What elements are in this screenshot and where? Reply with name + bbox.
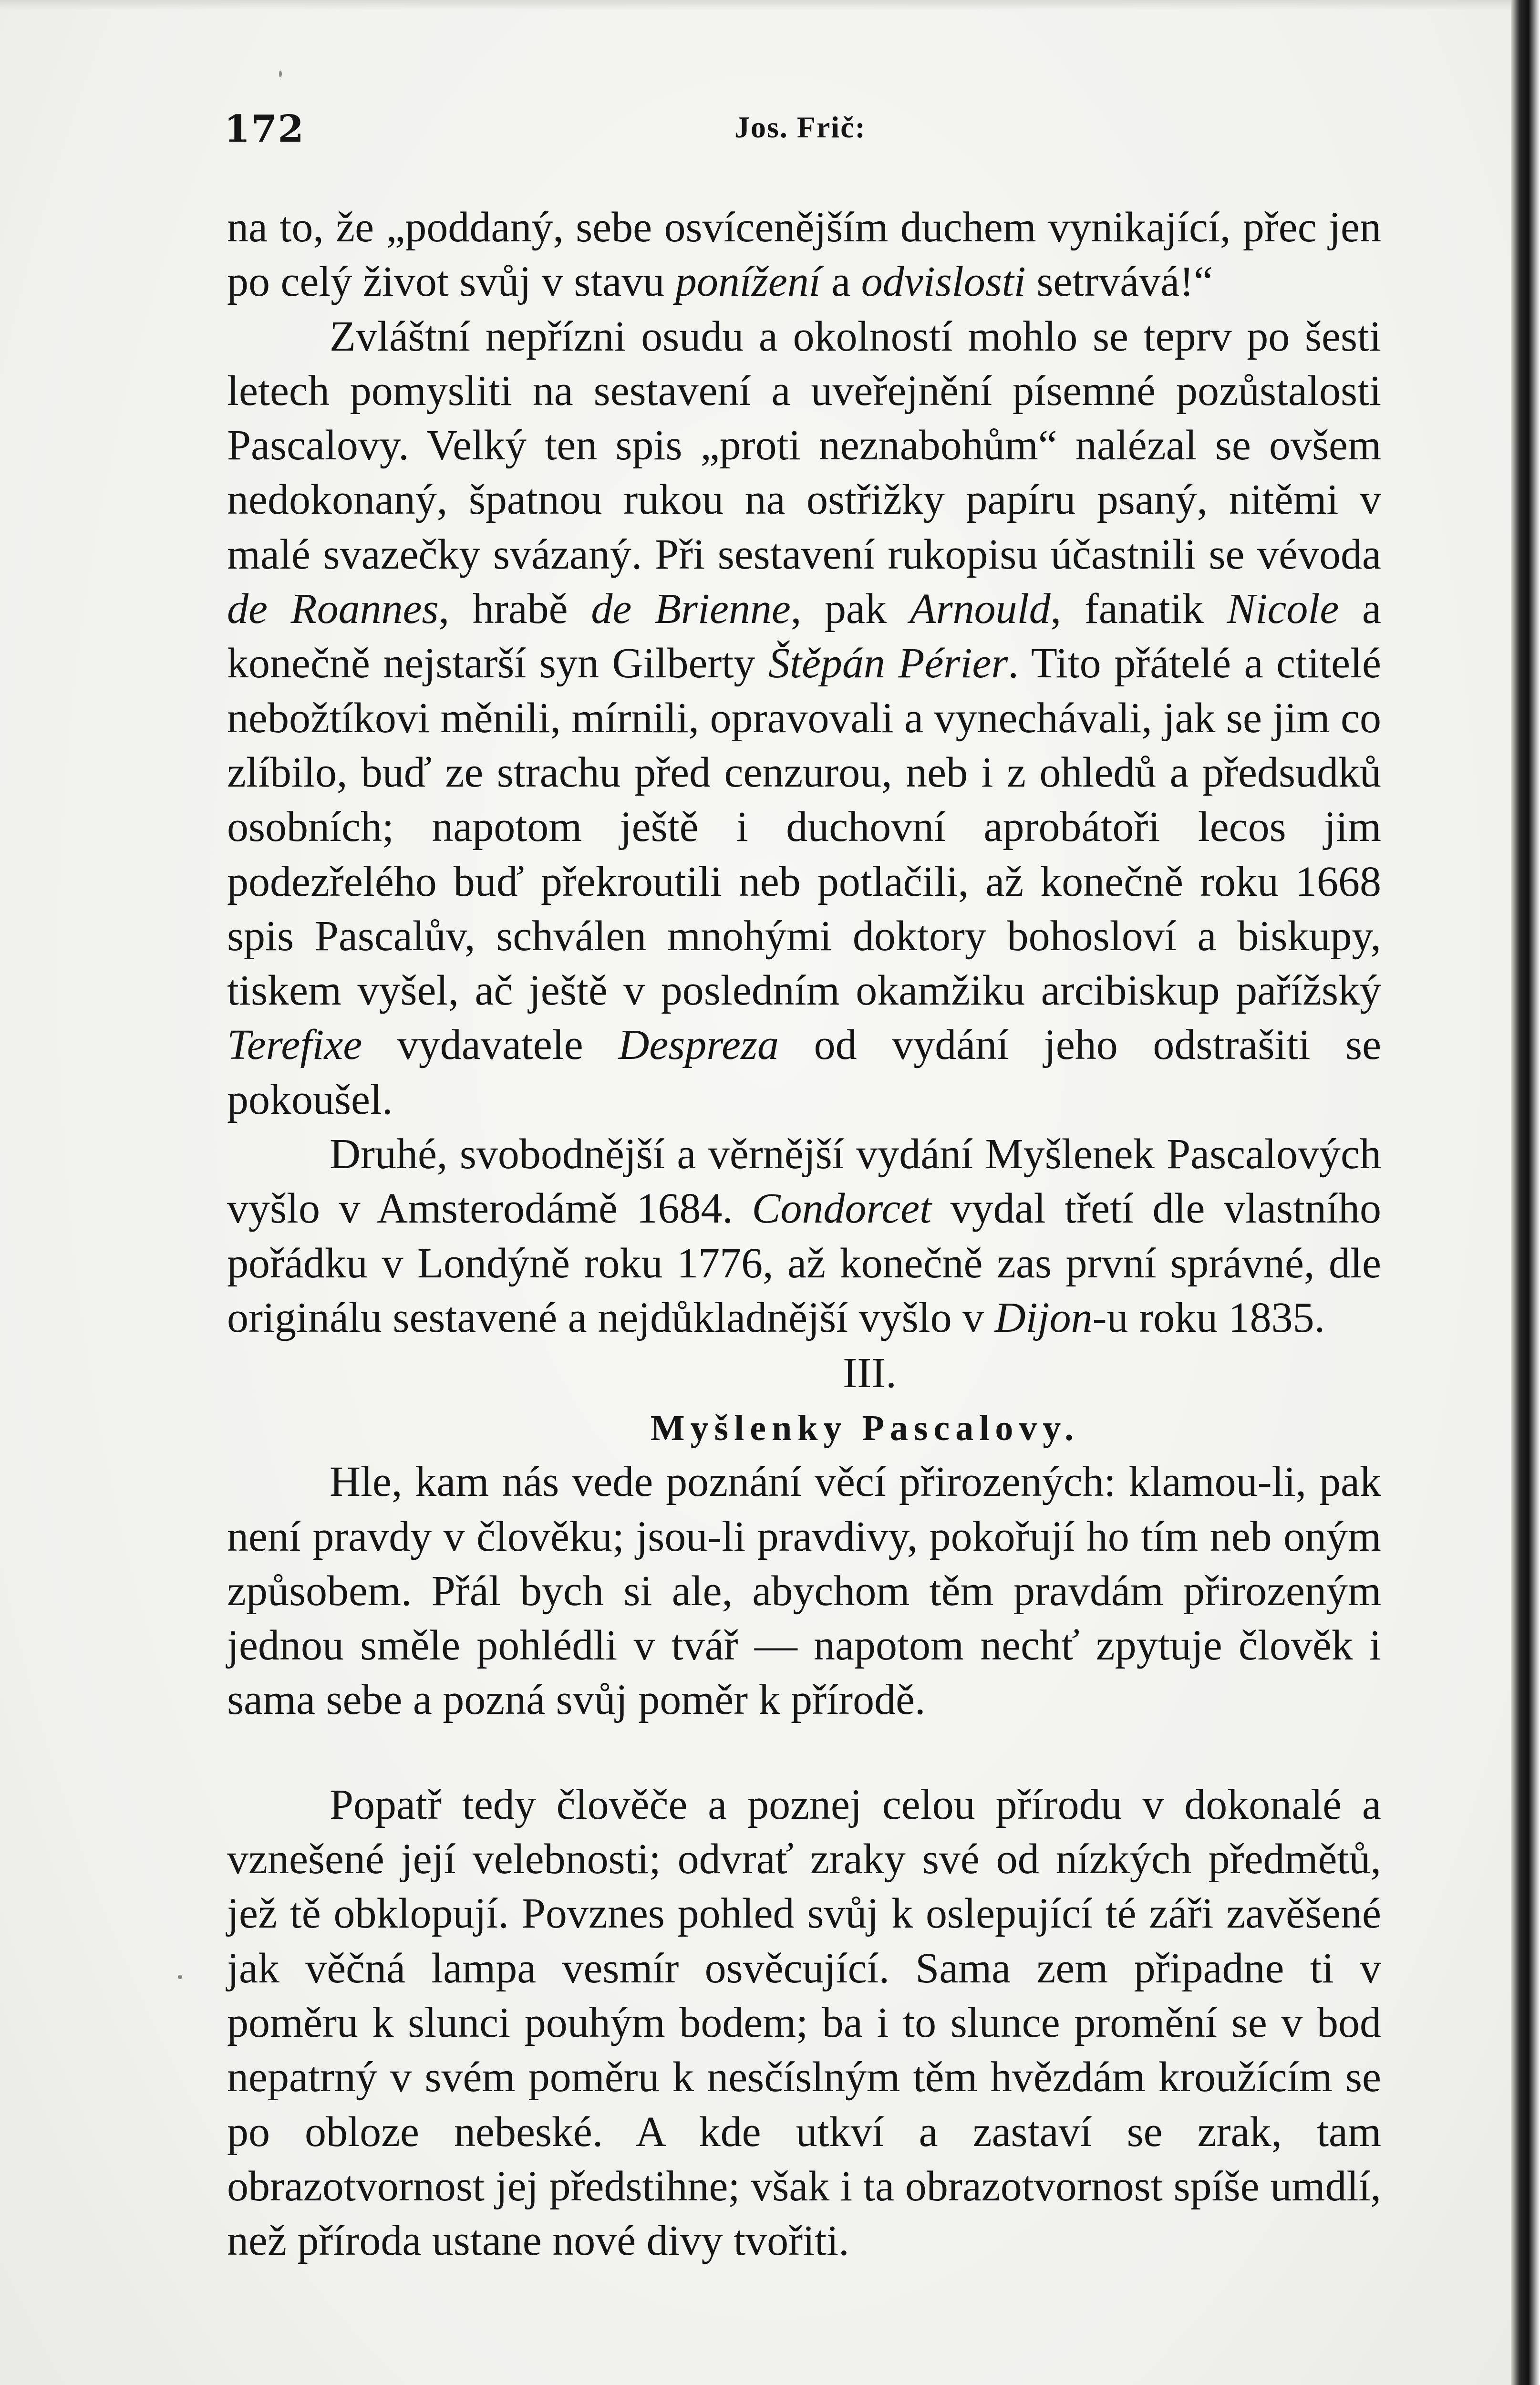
italic-name: Despreza [618, 1021, 779, 1069]
paragraph-2 [227, 310, 1381, 1127]
running-head: Jos. Frič: [734, 110, 866, 144]
text-run: na to, že „poddaný, sebe osvícenějším duchem vynikající, přec jen po celý život svůj v stavu [227, 204, 1381, 306]
italic-term: ponížení [675, 258, 821, 306]
text-run: setrvává!“ [1025, 258, 1213, 306]
italic-name: Dijon [994, 1294, 1093, 1341]
page-header [224, 100, 1393, 172]
paper-speck [178, 1975, 182, 1979]
text-run: a [820, 258, 861, 306]
text-run: . Tito přátelé a ctitelé nebožtíkovi měnili, mírnili, opravovali a vynechávali, jak se jim co zlíbilo, buď ze strachu před cenzurou, neb i z ohledů a předsudků osobních; napotom ještě i duchovní aprobátoři lecos jim podezřelého buď překroutili neb potlačili, až konečně roku 1668 spis Pascalův, schválen mnohými doktory bohosloví a biskupy, tiskem vyšel, ač ještě v posledním okamžiku arcibiskup pařížský [227, 640, 1381, 1015]
section-title: Myšlenky Pascalovy. [650, 1408, 1080, 1449]
text-run: , pak [790, 585, 910, 633]
italic-name: Štěpán Périer [768, 640, 1008, 687]
paragraph-1 [227, 200, 1381, 310]
italic-term: odvislosti [861, 258, 1026, 306]
paper-speck [279, 71, 282, 77]
paragraph-3 [227, 1127, 1381, 1345]
italic-name: Nicole [1227, 585, 1339, 633]
page-binding-edge [1511, 0, 1540, 2385]
text-run: Druhé, svobodnější a věrnější vydání Myšlenek Pascalových vyšlo v Amsterodámě 1684. [227, 1130, 1381, 1233]
text-run: -u roku 1835. [1092, 1294, 1325, 1341]
paragraph-5: Popatř tedy člověče a poznej celou přírodu v dokonalé a vznešené její velebnosti; odvrať zraky své od nízkých předmětů, jež tě obklopují. Povznes pohled svůj k oslepující té záři zavěšené jak věčná lampa vesmír osvěcující. Sama zem připadne ti v poměru k slunci pouhým bodem; ba i to slunce promění se v bod nepatrný v svém poměru k nesčíslným těm hvězdám kroužícím se po obloze nebeské. A kde utkví a zastaví se zrak, tam obrazotvornost jej předstihne; však i ta obrazotvornost spíše umdlí, než příroda ustane nové divy tvořiti. [227, 1781, 1381, 2265]
text-run: Zvláštní nepřízni osudu a okolností mohlo se teprv po šesti letech pomysliti na sestavení a uveřejnění písemné pozůstalosti Pascalovy. Velký ten spis „proti neznabohům“ nalézal se ovšem nedokonaný, špatnou rukou na ostřižky papíru psaný, nitěmi v malé svazečky svázaný. Při sestavení rukopisu účastnili se vévoda [227, 312, 1381, 578]
text-run: , fanatik [1050, 585, 1227, 633]
text-run: vydavatele [362, 1021, 619, 1069]
italic-name: Arnould [910, 585, 1051, 633]
italic-name: Condorcet [752, 1185, 932, 1233]
paragraph-4: Hle, kam nás vede poznání věcí přirozených: klamou-li, pak není pravdy v člověku; jsou-li pravdivy, pokořují ho tím neb oným způsobem. Přál bych si ale, abychom těm pravdám přirozeným jednou směle pohlédli v tvář — napotom nechť zpytuje člověk i sama sebe a pozná svůj poměr k přírodě. [227, 1458, 1381, 1724]
section-number: III. [843, 1349, 897, 1397]
italic-name: de Brienne [591, 585, 791, 633]
italic-name: Terefixe [227, 1021, 362, 1069]
text-run: vydal třetí dle vlastního pořádku v Londýně roku 1776, až konečně zas první správné, dle originálu sestavené a nejdůkladnější vyšlo v [227, 1185, 1381, 1341]
italic-name: de Roannes [227, 585, 439, 633]
text-run: , hrabě [438, 585, 591, 633]
page-number: 172 [224, 107, 305, 151]
page-top-edge [0, 0, 1540, 10]
text-run: a konečně nejstarší syn Gilberty [227, 585, 1381, 687]
text-run: od vydání jeho odstrašiti se pokoušel. [227, 1021, 1382, 1123]
page-body [227, 200, 1381, 2268]
